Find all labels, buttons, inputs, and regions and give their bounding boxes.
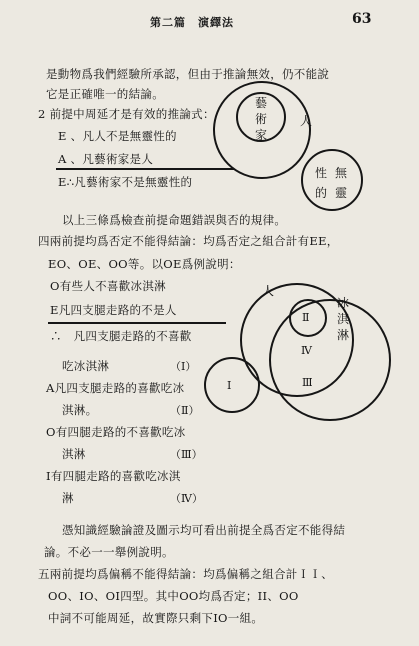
syllogism-minor-premise: E凡四支腿走路的不是人 bbox=[50, 303, 177, 317]
conclusion-option: 淇淋。 bbox=[62, 403, 98, 417]
diagram2-icecream-label: 淋 bbox=[337, 328, 350, 342]
conclusion-option: 淇淋 bbox=[62, 447, 86, 461]
paragraph-line: 是動物爲我們經驗所承認，但由于推論無效，仍不能說 bbox=[46, 67, 330, 81]
diagram1-non-spirit-label: 性 bbox=[315, 166, 328, 180]
diagram1-non-spirit-label: 的 bbox=[315, 186, 328, 200]
paragraph-line: 它是正確唯一的結論。 bbox=[46, 87, 164, 101]
diagram1-artist-label: 藝 bbox=[255, 96, 268, 110]
option-number: （Ⅱ） bbox=[170, 404, 200, 417]
conclusion-option: A凡四支腿走路的喜歡吃冰 bbox=[46, 381, 185, 395]
syllogism-major-premise: O有些人不喜歡冰淇淋 bbox=[50, 279, 166, 293]
region-label: Ⅳ bbox=[301, 344, 312, 357]
region-label: Ⅲ bbox=[302, 376, 313, 389]
syllogism-conclusion: E∴凡藝術家不是無靈性的 bbox=[58, 175, 193, 189]
rules-summary: 以上三條爲檢查前提命題錯誤與否的規律。 bbox=[62, 213, 287, 227]
diagram2-icecream-label: 冰 bbox=[337, 296, 350, 310]
conclusion-option: 吃冰淇淋 bbox=[62, 359, 110, 373]
diagram1-artist-label: 術 bbox=[255, 112, 268, 126]
rule-2-title: 2 前提中周延才是有效的推論式： bbox=[38, 107, 215, 121]
rule-4-title: 四兩前提均爲否定不能得結論：均爲否定之組合計有EE， bbox=[38, 234, 339, 248]
conclusion-option: O有四腿走路的不喜歡吃冰 bbox=[46, 425, 186, 439]
syllogism-divider bbox=[56, 168, 234, 170]
syllogism-conclusion: ∴ 凡四支腿走路的不喜歡 bbox=[50, 329, 192, 343]
paragraph-line: EO、OE、OO等。以OE爲例說明： bbox=[48, 257, 241, 271]
rule-5-title: 五兩前提均爲偏稱不能得結論：均爲偏稱之組合計ＩＩ、 bbox=[38, 567, 333, 581]
page-number: 63 bbox=[352, 11, 372, 27]
region-label: Ⅱ bbox=[302, 311, 310, 324]
option-number: （Ⅳ） bbox=[170, 492, 203, 505]
running-header: 第二篇 演繹法 bbox=[150, 16, 234, 29]
option-number: （Ⅰ） bbox=[170, 360, 197, 373]
region-label: Ⅰ bbox=[227, 379, 232, 392]
syllogism-divider bbox=[48, 322, 226, 324]
diagram1-non-spirit-label: 無 bbox=[335, 166, 348, 180]
paragraph-line: 憑知識經驗論證及圖示均可看出前提全爲否定不能得結 bbox=[62, 523, 346, 537]
option-number: （Ⅲ） bbox=[170, 448, 203, 461]
syllogism-minor-premise: A 、凡藝術家是人 bbox=[58, 152, 154, 166]
diagram1-person-label: 人 bbox=[300, 114, 313, 128]
syllogism-major-premise: E 、凡人不是無靈性的 bbox=[58, 129, 177, 143]
diagram1-non-spirit-label: 靈 bbox=[335, 186, 348, 200]
conclusion-option: 淋 bbox=[62, 491, 74, 505]
paragraph-line: 論。不必一一舉例說明。 bbox=[44, 545, 174, 559]
diagram2-icecream-label: 淇 bbox=[337, 312, 350, 326]
diagram2-person-label: 人 bbox=[262, 284, 275, 298]
paragraph-line: 中詞不可能周延，故實際只剩下IO一組。 bbox=[48, 611, 264, 625]
conclusion-option: I有四腿走路的喜歡吃冰淇 bbox=[46, 469, 181, 483]
paragraph-line: OO、IO、OI四型。其中OO均爲否定；II、OO bbox=[48, 589, 299, 603]
diagram1-artist-label: 家 bbox=[255, 128, 268, 142]
